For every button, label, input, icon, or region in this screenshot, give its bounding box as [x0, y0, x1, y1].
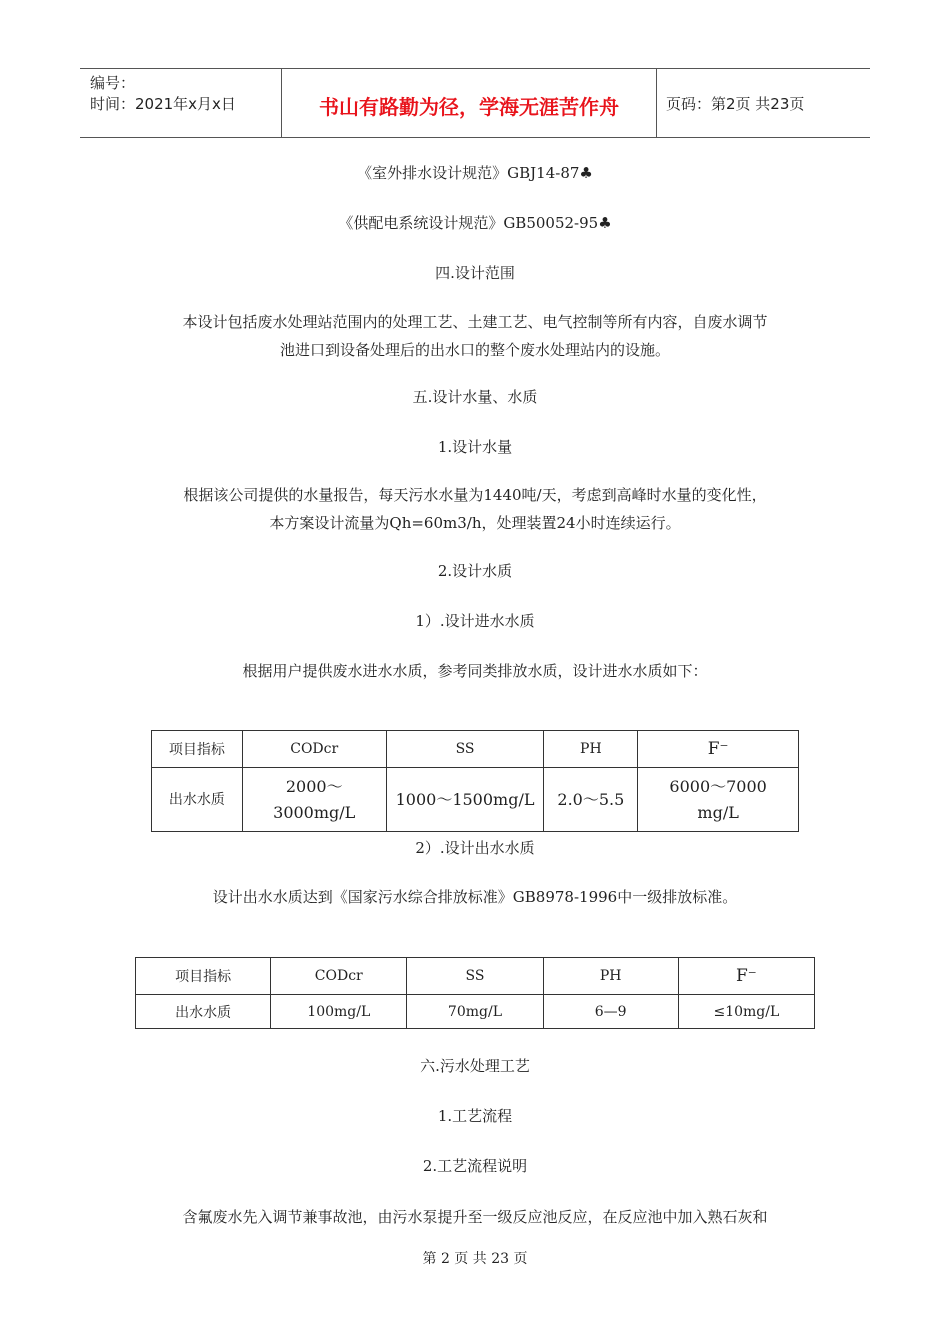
inlet-quality-table — [151, 730, 799, 832]
paragraph-line: 本方案设计流量为Qh=60m3/h，处理装置24小时连续运行。 — [269, 514, 681, 532]
table-cell: 1000～1500mg/L — [386, 768, 544, 832]
table-cell: 6—9 — [543, 995, 678, 1029]
paragraph-line: 根据该公司提供的水量报告，每天污水水量为1440吨/天，考虑到高峰时水量的变化性， — [183, 486, 767, 504]
header-divider — [656, 69, 657, 137]
section-6-sub1: 1.工艺流程 — [437, 1107, 513, 1125]
cell-line: mg/L — [697, 802, 739, 822]
paragraph-line: 本设计包括废水处理站范围内的处理工艺、土建工艺、电气控制等所有内容，自废水调节 — [182, 313, 768, 331]
table-cell: ≤10mg/L — [678, 995, 814, 1029]
table-cell: 100mg/L — [271, 995, 407, 1029]
table-cell: 出水水质 — [136, 995, 271, 1029]
section-4-title: 四.设计范围 — [435, 264, 515, 282]
table-header-cell: PH — [543, 958, 678, 995]
table-cell — [638, 768, 799, 832]
table-header-cell: PH — [544, 731, 638, 768]
subsection-1-title: 1.设计水量 — [437, 438, 513, 456]
table-header-cell: F⁻ — [638, 731, 799, 768]
table-header-row — [136, 958, 815, 995]
table-cell: 70mg/L — [407, 995, 543, 1029]
table-cell — [242, 768, 386, 832]
header-meta — [90, 73, 236, 115]
page-header — [80, 68, 870, 138]
table-header-cell: CODcr — [242, 731, 386, 768]
subsection-2-2-paragraph: 设计出水水质达到《国家污水综合排放标准》GB8978-1996中一级排放标准。 — [212, 888, 738, 906]
cell-line: 2000～ — [285, 776, 343, 796]
table-header-cell: 项目指标 — [152, 731, 243, 768]
subsection-1-paragraph — [150, 481, 800, 537]
table-header-cell: F⁻ — [678, 958, 814, 995]
header-motto: 书山有路勤为径，学海无涯苦作舟 — [319, 95, 619, 119]
table-header-cell: 项目指标 — [136, 958, 271, 995]
cell-line: 3000mg/L — [273, 802, 356, 822]
table-header-cell: CODcr — [271, 958, 407, 995]
table-row — [152, 768, 799, 832]
section-6-sub2: 2.工艺流程说明 — [422, 1157, 528, 1175]
cell-line: 6000～7000 — [669, 776, 767, 796]
table-header-row — [152, 731, 799, 768]
subsection-2-1-paragraph: 根据用户提供废水进水水质，参考同类排放水质，设计进水水质如下： — [242, 662, 708, 680]
section-5-title: 五.设计水量、水质 — [412, 388, 538, 406]
header-page-info: 页码：第2页 共23页 — [666, 95, 805, 113]
table-row — [136, 995, 815, 1029]
page-footer: 第 2 页 共 23 页 — [422, 1251, 528, 1267]
code-label: 编号： — [90, 74, 136, 92]
table-header-cell: SS — [407, 958, 543, 995]
subsection-2-1-title: 1）.设计进水水质 — [415, 612, 535, 630]
outlet-quality-table — [135, 957, 815, 1029]
section-6-title: 六.污水处理工艺 — [420, 1057, 530, 1075]
reference-1: 《室外排水设计规范》GBJ14-87♣ — [357, 164, 593, 182]
reference-2: 《供配电系统设计规范》GB50052-95♣ — [338, 214, 612, 232]
table-header-cell: SS — [386, 731, 544, 768]
paragraph-line: 池进口到设备处理后的出水口的整个废水处理站内的设施。 — [279, 341, 670, 359]
subsection-2-2-title: 2）.设计出水水质 — [415, 839, 535, 857]
table-cell: 2.0～5.5 — [544, 768, 638, 832]
subsection-2-title: 2.设计水质 — [437, 562, 513, 580]
section-6-paragraph: 含氟废水先入调节兼事故池，由污水泵提升至一级反应池反应，在反应池中加入熟石灰和 — [182, 1208, 768, 1226]
table-cell: 出水水质 — [152, 768, 243, 832]
section-4-paragraph — [150, 308, 800, 364]
time-label: 时间：2021年x月x日 — [90, 95, 236, 113]
